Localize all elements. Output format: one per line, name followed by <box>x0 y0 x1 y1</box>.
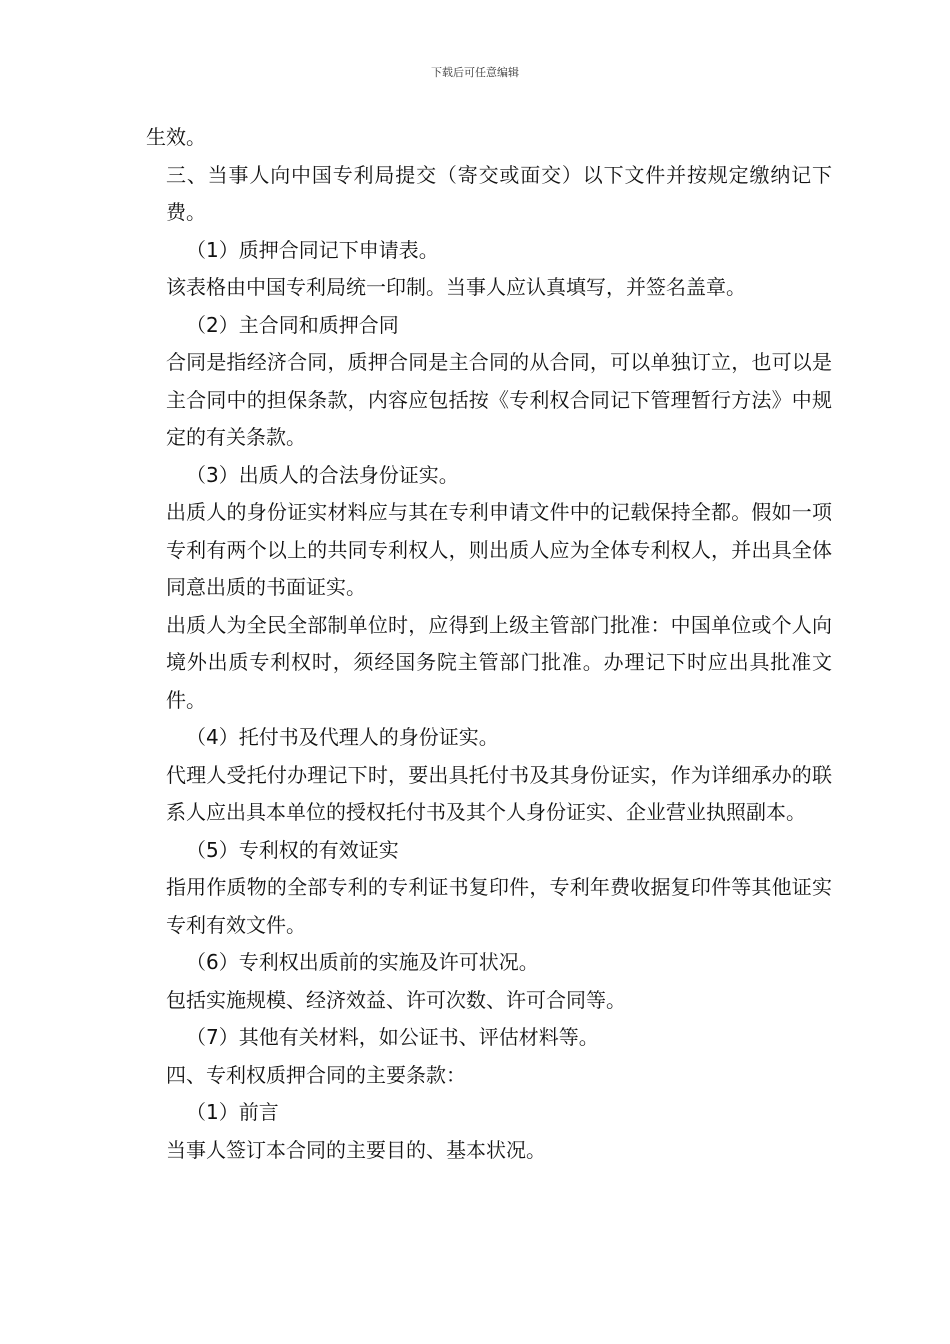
list-item: （1）质押合同记下申请表。 <box>186 237 439 262</box>
page-header: 下载后可任意编辑 <box>431 66 519 79</box>
section-heading: 四、专利权质押合同的主要条款： <box>166 1062 466 1087</box>
list-item: （2）主合同和质押合同 <box>186 312 399 337</box>
document-body <box>146 119 832 1169</box>
paragraph: 包括实施规模、经济效益、许可次数、许可合同等。 <box>166 987 626 1012</box>
paragraph: 出质人的身份证实材料应与其在专利申请文件中的记载保持全都。假如一项专利有两个以上的共同专利权人，则出质人应为全体专利权人，并出具全体同意出质的书面证实。 <box>166 500 832 599</box>
paragraph: 指用作质物的全部专利的专利证书复印件，专利年费收据复印件等其他证实专利有效文件。 <box>166 875 832 937</box>
list-item: （1）前言 <box>186 1100 279 1124</box>
list-item: （5）专利权的有效证实 <box>186 837 399 862</box>
list-item: （7）其他有关材料，如公证书、评估材料等。 <box>186 1025 599 1049</box>
paragraph: 生效。 <box>146 125 206 149</box>
list-item: （3）出质人的合法身份证实。 <box>186 462 459 487</box>
paragraph: 该表格由中国专利局统一印制。当事人应认真填写，并签名盖章。 <box>166 275 746 299</box>
paragraph: 代理人受托付办理记下时，要出具托付书及其身份证实，作为详细承办的联系人应出具本单位的授权托付书及其个人身份证实、企业营业执照副本。 <box>166 762 832 824</box>
paragraph: 当事人签订本合同的主要目的、基本状况。 <box>166 1137 546 1162</box>
paragraph: 出质人为全民全部制单位时，应得到上级主管部门批准：中国单位或个人向境外出质专利权时，须经国务院主管部门批准。办理记下时应出具批准文件。 <box>166 612 832 712</box>
list-item: （4）托付书及代理人的身份证实。 <box>186 725 499 749</box>
list-item: （6）专利权出质前的实施及许可状况。 <box>186 950 539 974</box>
section-heading: 三、当事人向中国专利局提交（寄交或面交）以下文件并按规定缴纳记下费。 <box>166 162 832 224</box>
paragraph: 合同是指经济合同，质押合同是主合同的从合同，可以单独订立，也可以是主合同中的担保条款，内容应包括按《专利权合同记下管理暂行方法》中规定的有关条款。 <box>166 350 832 449</box>
